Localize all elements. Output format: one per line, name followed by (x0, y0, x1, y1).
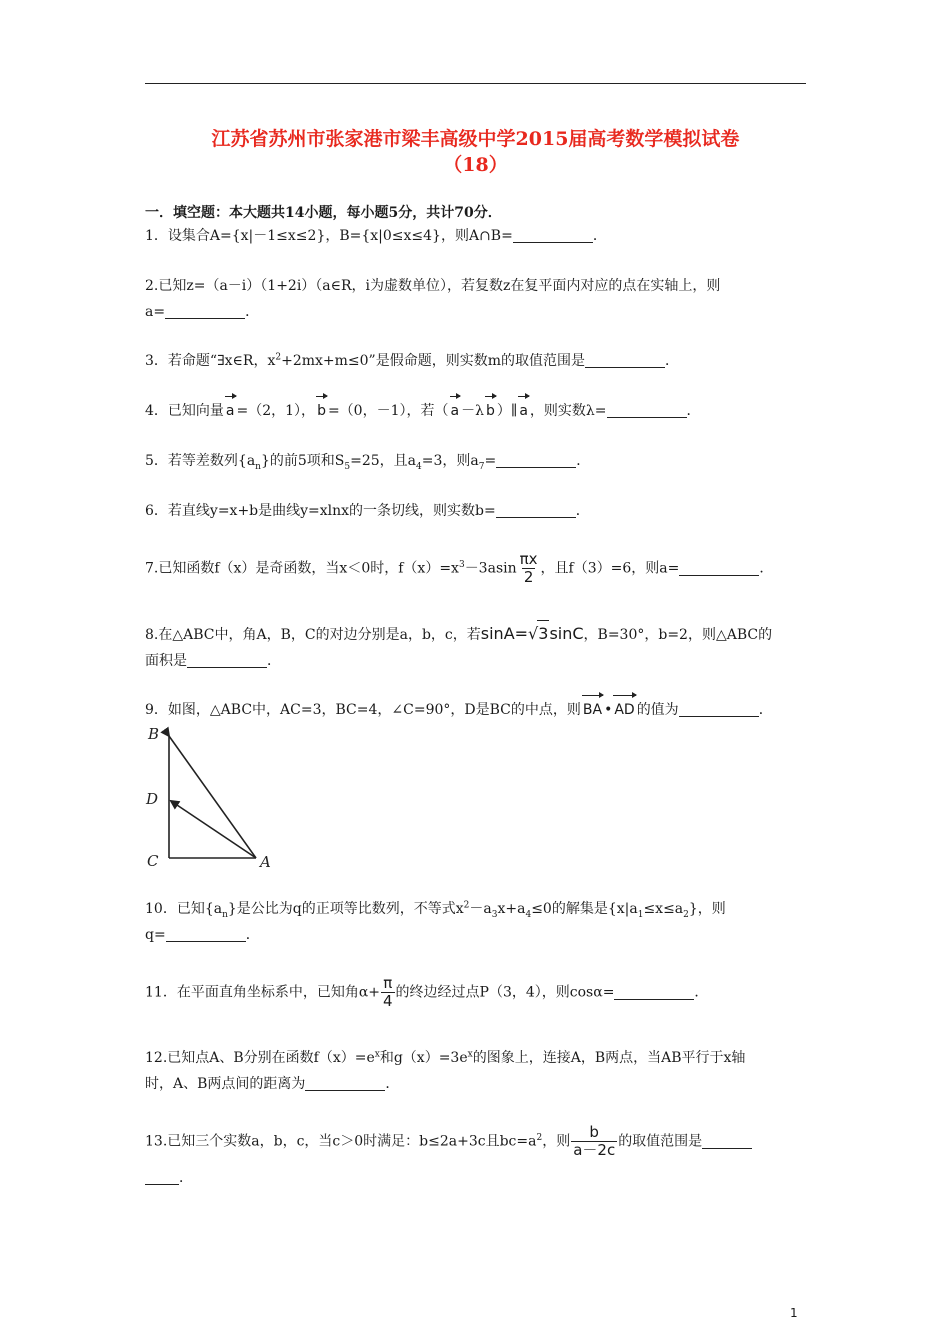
answer-blank (679, 559, 759, 576)
vector-b: b (484, 398, 497, 424)
question-9: 9．如图，△ABC中，AC=3，BC=4，∠C=90°，D是BC的中点，则 BA • AD 的值为 ． (145, 697, 809, 723)
vector-b: b (315, 398, 328, 424)
answer-blank (702, 1132, 752, 1149)
vector-AD: AD (612, 697, 636, 723)
question-6: 6．若直线y=x+b是曲线y=xlnx的一条切线，则实数b= ． (145, 503, 590, 519)
question-4: 4．已知向量 a =（2，1）， b =（0，－1），若（ a －λ b ）∥ a ，则实数λ= ． (145, 398, 809, 424)
answer-blank (513, 226, 593, 243)
answer-blank (496, 451, 576, 468)
label-A: A (260, 853, 271, 871)
answer-blank-continued (145, 1168, 179, 1185)
answer-blank (305, 1074, 385, 1091)
question-7: 7.已知函数f（x）是奇函数，当x＜0时，$f(x)=x^3-3asin$ $\frac{\pi x}{2}$ ，且f（3）=6，则a= ． (145, 550, 774, 586)
question-12: 12.已知点A、B分别在函数$f(x)=e^x$和$g(x)=3e^x$的图象上，连接A，B两点，当AB平行于x轴 时，A、B两点间的距离为 ． (145, 1049, 746, 1092)
answer-blank (614, 983, 694, 1000)
answer-blank (165, 302, 245, 319)
question-10: 10．已知$\{a_n\}$是公比为q的正项等比数列，不等式$x^2-a_3x+a_4\le 0$的解集是$\{x|a_1\le x\le a_2\}$，则 q= ． (145, 900, 726, 943)
question-11: 11．在平面直角坐标系中，已知角α+ $\frac{\pi}{4}$ 的终边经过点P（3，4），则cosα= ． (145, 974, 709, 1010)
vector-a: a (224, 398, 237, 424)
vector-a: a (517, 398, 530, 424)
question-1: 1．设集合A={x|－1≤x≤2}，B={x|0≤x≤4}，则A∩B= ． (145, 228, 607, 244)
vector-AD-arrow (171, 801, 256, 858)
answer-blank (585, 351, 665, 368)
fraction-pi-over-4: $\frac{\pi}{4}$ (383, 974, 393, 1010)
question-2: 2.已知z=（a－i）（1+2i）（a∈R，i为虚数单位），若复数z在复平面内对应的点在实轴上，则 a= ． (145, 278, 721, 320)
section-heading: 一．填空题：本大题共14小题，每小题5分，共计70分． (145, 205, 502, 221)
triangle-figure (140, 722, 280, 872)
question-5: 5．若等差数列$\{a_n\}$的前5项和$S_5=25$，且$a_4=3$，则$a_7=$ ． (145, 453, 591, 472)
document-title: 江苏省苏州市张家港市梁丰高级中学2015届高考数学模拟试卷 (211, 128, 740, 150)
answer-blank (679, 700, 759, 717)
fraction-b-over-a-minus-2c: $\frac{b}{a-2c}$ (573, 1123, 616, 1159)
label-C: C (147, 852, 159, 870)
question-8: 8.在△ABC中，角A，B，C的对边分别是a，b，c，若sinA=√3sinC，B=30°，b=2，则△ABC的 面积是 ． (145, 620, 809, 674)
header-rule (145, 83, 806, 84)
answer-blank (496, 501, 576, 518)
answer-blank (166, 925, 246, 942)
question-13: 13.已知三个实数a，b，c，当c＞0时满足：b≤2a+3c且$bc=a^2$，则 $\frac{b}{a-2c}$ 的取值范围是 ． (145, 1124, 809, 1191)
answer-blank (187, 651, 267, 668)
label-D: D (146, 790, 159, 808)
vector-a: a (449, 398, 462, 424)
answer-blank (607, 401, 687, 418)
question-3: 3．若命题“∃x∈R，$x^2+2mx+m\le 0$”是假命题，则实数m的取值范围是 ． (145, 352, 679, 369)
vector-AB-arrow (169, 736, 256, 858)
label-B: B (148, 725, 160, 743)
fraction-pi-x-over-2: $\frac{\pi x}{2}$ (519, 550, 538, 586)
document-title-number: （18） (443, 154, 508, 176)
page-number: 1 (790, 1306, 798, 1320)
vector-BA: BA (581, 697, 604, 723)
formula-sinA: sinA=√3sinC (481, 624, 584, 643)
